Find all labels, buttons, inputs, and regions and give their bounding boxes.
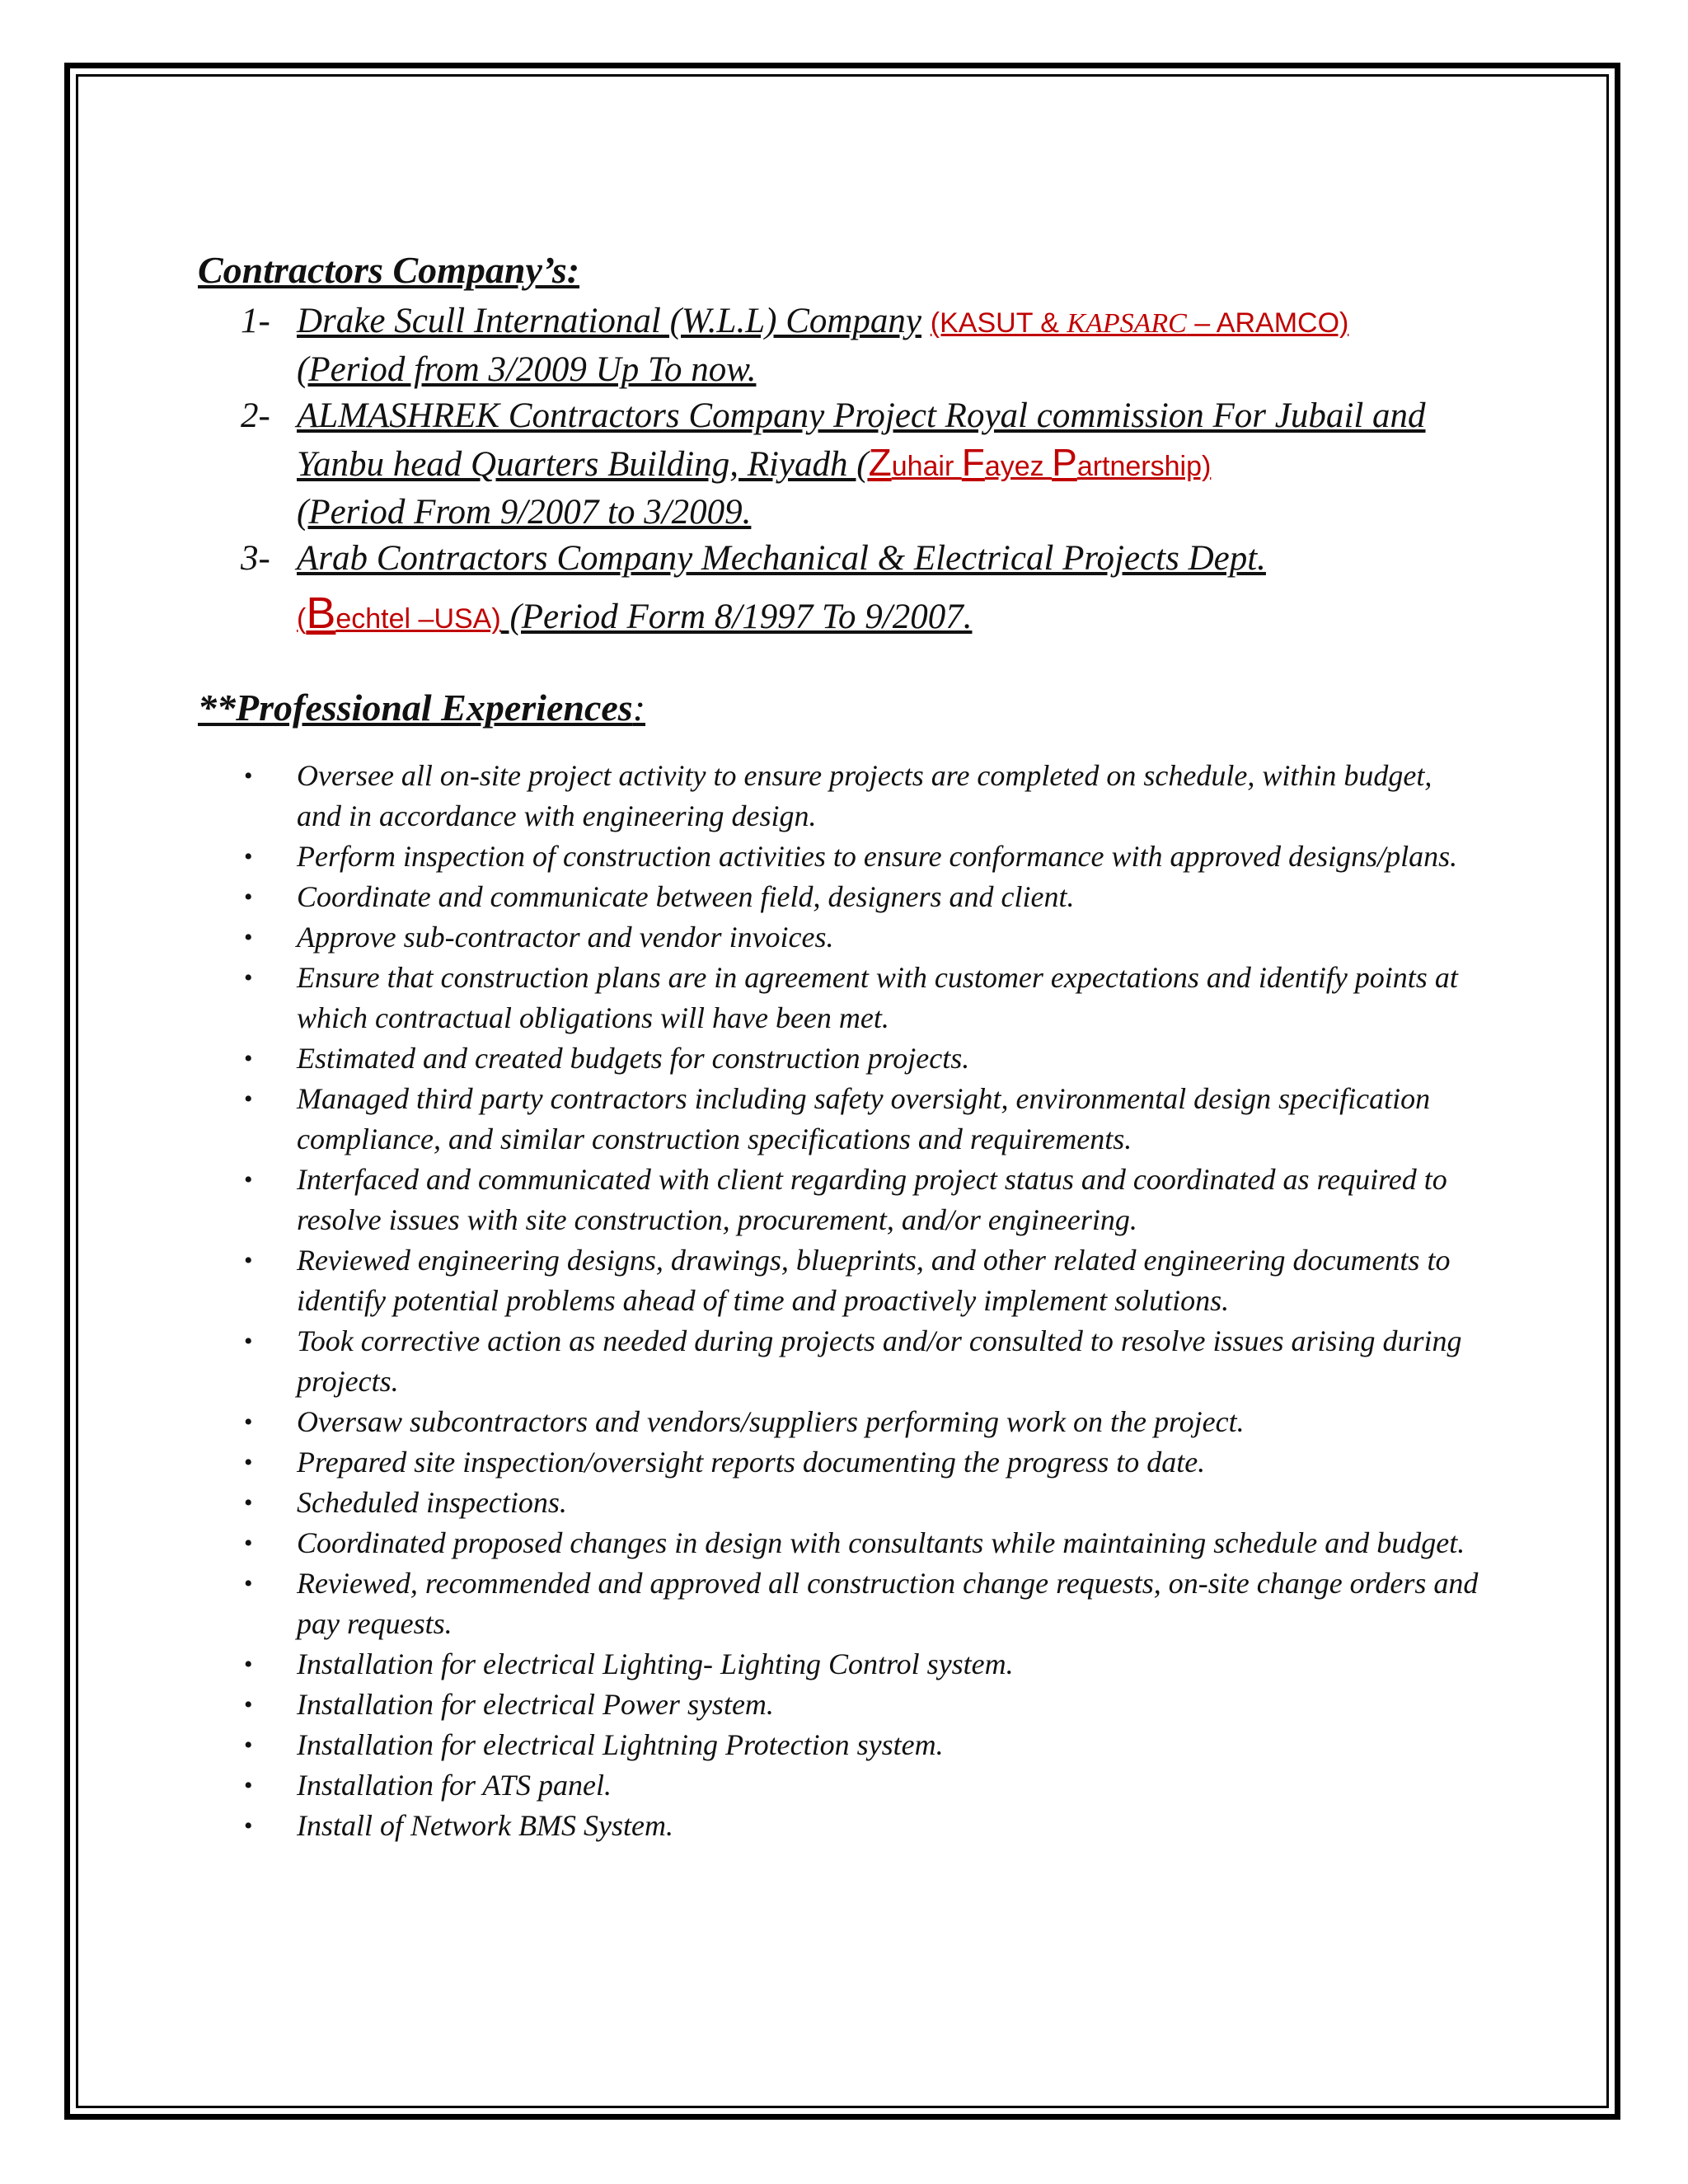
experience-item	[198, 1685, 1484, 1725]
company-number: 1-	[241, 302, 270, 340]
contractors-heading: Contractors Company’s:	[198, 249, 580, 291]
experience-item	[198, 1806, 1484, 1846]
experience-text: Ensure that construction plans are in agreement with customer expectations and identify points at which contractual obligations will have been met.	[297, 961, 1458, 1034]
experience-text: Managed third party contractors including safety oversight, environmental design specification compliance, and similar construction specifications and requirements.	[297, 1082, 1431, 1155]
client-initial-b: B	[306, 588, 336, 638]
client-kasut: (KASUT &	[930, 307, 1067, 339]
company-number: 3-	[241, 539, 270, 578]
experience-text: Install of Network BMS System.	[297, 1809, 673, 1842]
bullet-icon: •	[244, 883, 253, 911]
document-body	[198, 247, 1484, 1846]
bullet-icon: •	[244, 1691, 253, 1718]
bullet-icon: •	[244, 1812, 253, 1840]
experience-heading	[198, 685, 1484, 731]
experience-item	[198, 756, 1484, 837]
experience-item	[198, 1523, 1484, 1563]
experience-item	[198, 1725, 1484, 1765]
client-word-artnership: artnership)	[1076, 451, 1212, 482]
experience-text: Reviewed, recommended and approved all construction change requests, on-site change orders and pay requests.	[297, 1567, 1479, 1640]
bullet-icon: •	[244, 1570, 253, 1597]
experience-text: Coordinate and communicate between field, designers and client.	[297, 880, 1075, 913]
experience-item	[198, 1483, 1484, 1523]
experience-item	[198, 1563, 1484, 1644]
experience-text: Installation for electrical Lightning Protection system.	[297, 1728, 944, 1761]
experience-text: Scheduled inspections.	[297, 1486, 567, 1519]
experience-item	[198, 1038, 1484, 1079]
spacer	[297, 582, 1484, 590]
bullet-icon: •	[244, 1045, 253, 1072]
bullet-icon: •	[244, 1247, 253, 1274]
company-item-2	[198, 393, 1484, 536]
client-word-uhair: uhair	[891, 451, 962, 482]
experience-item	[198, 1160, 1484, 1240]
client-kapsarc: KAPSARC	[1067, 308, 1187, 339]
bullet-icon: •	[244, 1530, 253, 1557]
bullet-icon: •	[244, 1772, 253, 1799]
bullet-icon: •	[244, 762, 253, 790]
client-initial-z: Z	[868, 441, 892, 484]
experience-text: Prepared site inspection/oversight reports documenting the progress to date.	[297, 1446, 1206, 1479]
experience-item	[198, 837, 1484, 877]
experience-text: Oversaw subcontractors and vendors/suppliers performing work on the project.	[297, 1405, 1245, 1438]
experience-text: Interfaced and communicated with client regarding project status and coordinated as required to resolve issues with site construction, procurement, and/or engineering.	[297, 1163, 1447, 1236]
client-word-bechtel: echtel –USA)	[335, 603, 501, 635]
experience-item	[198, 1402, 1484, 1442]
company-number: 2-	[241, 396, 270, 435]
experience-item	[198, 1079, 1484, 1160]
experience-item	[198, 958, 1484, 1038]
bullet-icon: •	[244, 843, 253, 870]
bullet-icon: •	[244, 1489, 253, 1516]
experience-item	[198, 1765, 1484, 1806]
company-period: (Period Form 8/1997 To 9/2007.	[500, 598, 973, 636]
client-open-paren: (	[297, 603, 307, 635]
company-name: Drake Scull International (W.L.L) Company	[297, 302, 922, 340]
experience-item	[198, 1442, 1484, 1483]
bullet-icon: •	[244, 924, 253, 951]
experience-text: Installation for ATS panel.	[297, 1769, 612, 1802]
bullet-icon: •	[244, 1085, 253, 1113]
company-name: Arab Contractors Company Mechanical & Electrical Projects Dept.	[297, 539, 1266, 578]
experience-item	[198, 1644, 1484, 1685]
experience-text: Took corrective action as needed during projects and/or consulted to resolve issues arising during projects.	[297, 1324, 1462, 1398]
company-period: (Period from 3/2009 Up To now.	[297, 350, 757, 389]
experience-heading-colon: :	[632, 687, 646, 729]
experience-text: Approve sub-contractor and vendor invoices.	[297, 921, 834, 954]
experience-item	[198, 917, 1484, 958]
company-name: ALMASHREK Contractors Company Project Royal commission For Jubail and Yanbu head Quarters Building, Riyadh (	[297, 396, 1426, 484]
contractors-list	[198, 298, 1484, 642]
client-word-ayez: ayez	[984, 451, 1053, 482]
bullet-icon: •	[244, 1651, 253, 1678]
experience-text: Perform inspection of construction activities to ensure conformance with approved designs/plans.	[297, 840, 1458, 873]
experience-heading-text: **Professional Experiences	[198, 687, 633, 729]
client-separator: –	[1186, 307, 1217, 339]
bullet-icon: •	[244, 1732, 253, 1759]
client-initial-f: F	[961, 441, 985, 484]
company-period: (Period From 9/2007 to 3/2009.	[297, 493, 752, 532]
experience-item	[198, 1240, 1484, 1321]
experience-list	[198, 756, 1484, 1846]
bullet-icon: •	[244, 964, 253, 991]
experience-text: Oversee all on-site project activity to ensure projects are completed on schedule, within budget, and in accordance with engineering design.	[297, 759, 1432, 832]
bullet-icon: •	[244, 1408, 253, 1436]
experience-text: Installation for electrical Power system.	[297, 1688, 774, 1721]
experience-item	[198, 877, 1484, 917]
client-aramco: ARAMCO)	[1216, 307, 1349, 339]
client-initial-p: P	[1052, 441, 1077, 484]
company-item-1	[198, 298, 1484, 393]
bullet-icon: •	[244, 1328, 253, 1355]
experience-item	[198, 1321, 1484, 1402]
bullet-icon: •	[244, 1166, 253, 1193]
experience-text: Coordinated proposed changes in design with consultants while maintaining schedule and budget.	[297, 1526, 1465, 1559]
company-item-3	[198, 536, 1484, 642]
experience-text: Installation for electrical Lighting- Lighting Control system.	[297, 1647, 1014, 1680]
experience-text: Reviewed engineering designs, drawings, blueprints, and other related engineering documents to identify potential problems ahead of time and proactively implement solutions.	[297, 1244, 1451, 1317]
experience-text: Estimated and created budgets for construction projects.	[297, 1042, 970, 1075]
bullet-icon: •	[244, 1449, 253, 1476]
